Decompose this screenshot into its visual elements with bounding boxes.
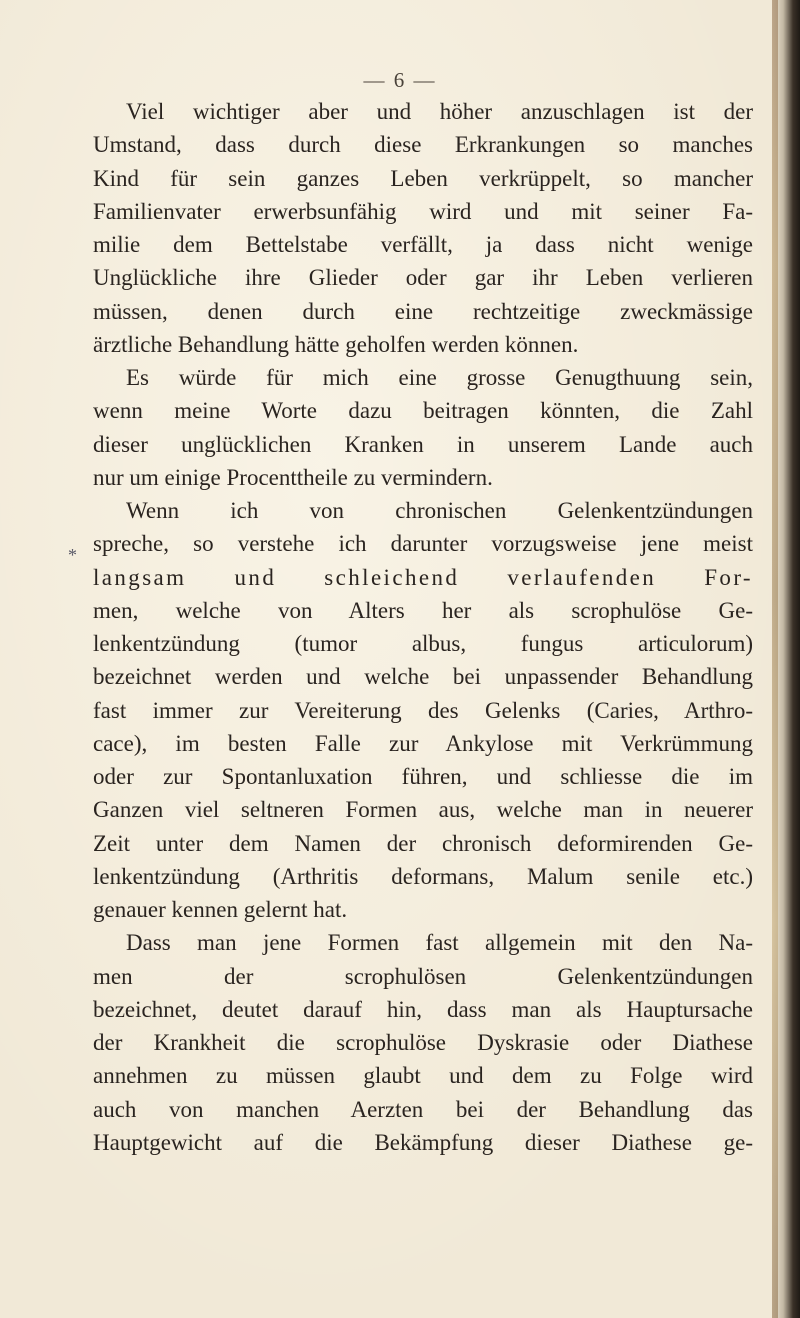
text-line: Umstand, dass durch diese Erkrankungen so manches	[93, 132, 753, 158]
text-line: Dass man jene Formen fast allgemein mit den Na-	[126, 930, 753, 956]
text-line: lenkentzündung (tumor albus, fungus articulorum)	[93, 631, 753, 656]
text-line: bezeichnet werden und welche bei unpassender Behandlung	[93, 664, 753, 690]
text-line: men, welche von Alters her als scrophulöse Ge-	[93, 597, 753, 623]
text-line: spreche, so verstehe ich darunter vorzugsweise jene meist	[93, 531, 753, 557]
text-line: langsam und schleichend verlaufenden For-	[93, 564, 753, 590]
text-line: lenkentzündung (Arthritis deformans, Malum senile etc.)	[93, 863, 753, 889]
text-line: fast immer zur Vereiterung des Gelenks (Caries, Arthro-	[93, 697, 753, 723]
text-line: müssen, denen durch eine rechtzeitige zweckmässige	[93, 298, 753, 324]
text-line: annehmen zu müssen glaubt und dem zu Folge wird	[93, 1063, 753, 1089]
margin-mark: *	[68, 545, 77, 565]
text-line: auch von manchen Aerzten bei der Behandlung das	[93, 1096, 753, 1122]
text-line: bezeichnet, deutet darauf hin, dass man als Hauptursache	[93, 996, 753, 1022]
text-line: der Krankheit die scrophulöse Dyskrasie oder Diathese	[93, 1030, 753, 1055]
body-text	[93, 95, 753, 1159]
text-line: dieser unglücklichen Kranken in unserem Lande auch	[93, 431, 753, 457]
text-line: cace), im besten Falle zur Ankylose mit Verkrümmung	[93, 730, 753, 756]
text-line: milie dem Bettelstabe verfällt, ja dass nicht wenige	[93, 232, 753, 257]
text-line: men der scrophulösen Gelenkentzündungen	[93, 963, 753, 989]
text-line: wenn meine Worte dazu beitragen könnten, die Zahl	[93, 398, 753, 424]
text-line: genauer kennen gelernt hat.	[93, 897, 348, 922]
text-line: Familienvater erwerbsunfähig wird und mit seiner Fa-	[93, 198, 753, 224]
text-line: Ganzen viel seltneren Formen aus, welche man in neuerer	[93, 797, 753, 823]
text-line: Unglückliche ihre Glieder oder gar ihr Leben verlieren	[93, 265, 753, 291]
text-line: Wenn ich von chronischen Gelenkentzündungen	[126, 498, 753, 523]
page-edge-stain	[772, 0, 778, 1318]
page-number: — 6 —	[363, 68, 437, 92]
text-line: oder zur Spontanluxation führen, und schliesse die im	[93, 764, 753, 789]
text-line: Es würde für mich eine grosse Genugthuung sein,	[126, 365, 753, 390]
text-line: Kind für sein ganzes Leben verkrüppelt, so mancher	[93, 165, 753, 191]
text-line: Hauptgewicht auf die Bekämpfung dieser Diathese ge-	[93, 1129, 753, 1155]
text-line: Zeit unter dem Namen der chronisch deformirenden Ge-	[93, 830, 753, 856]
text-line: Viel wichtiger aber und höher anzuschlagen ist der	[126, 99, 753, 124]
text-line: nur um einige Procenttheile zu vermindern.	[93, 464, 493, 490]
text-line: ärztliche Behandlung hätte geholfen werden können.	[93, 331, 579, 357]
